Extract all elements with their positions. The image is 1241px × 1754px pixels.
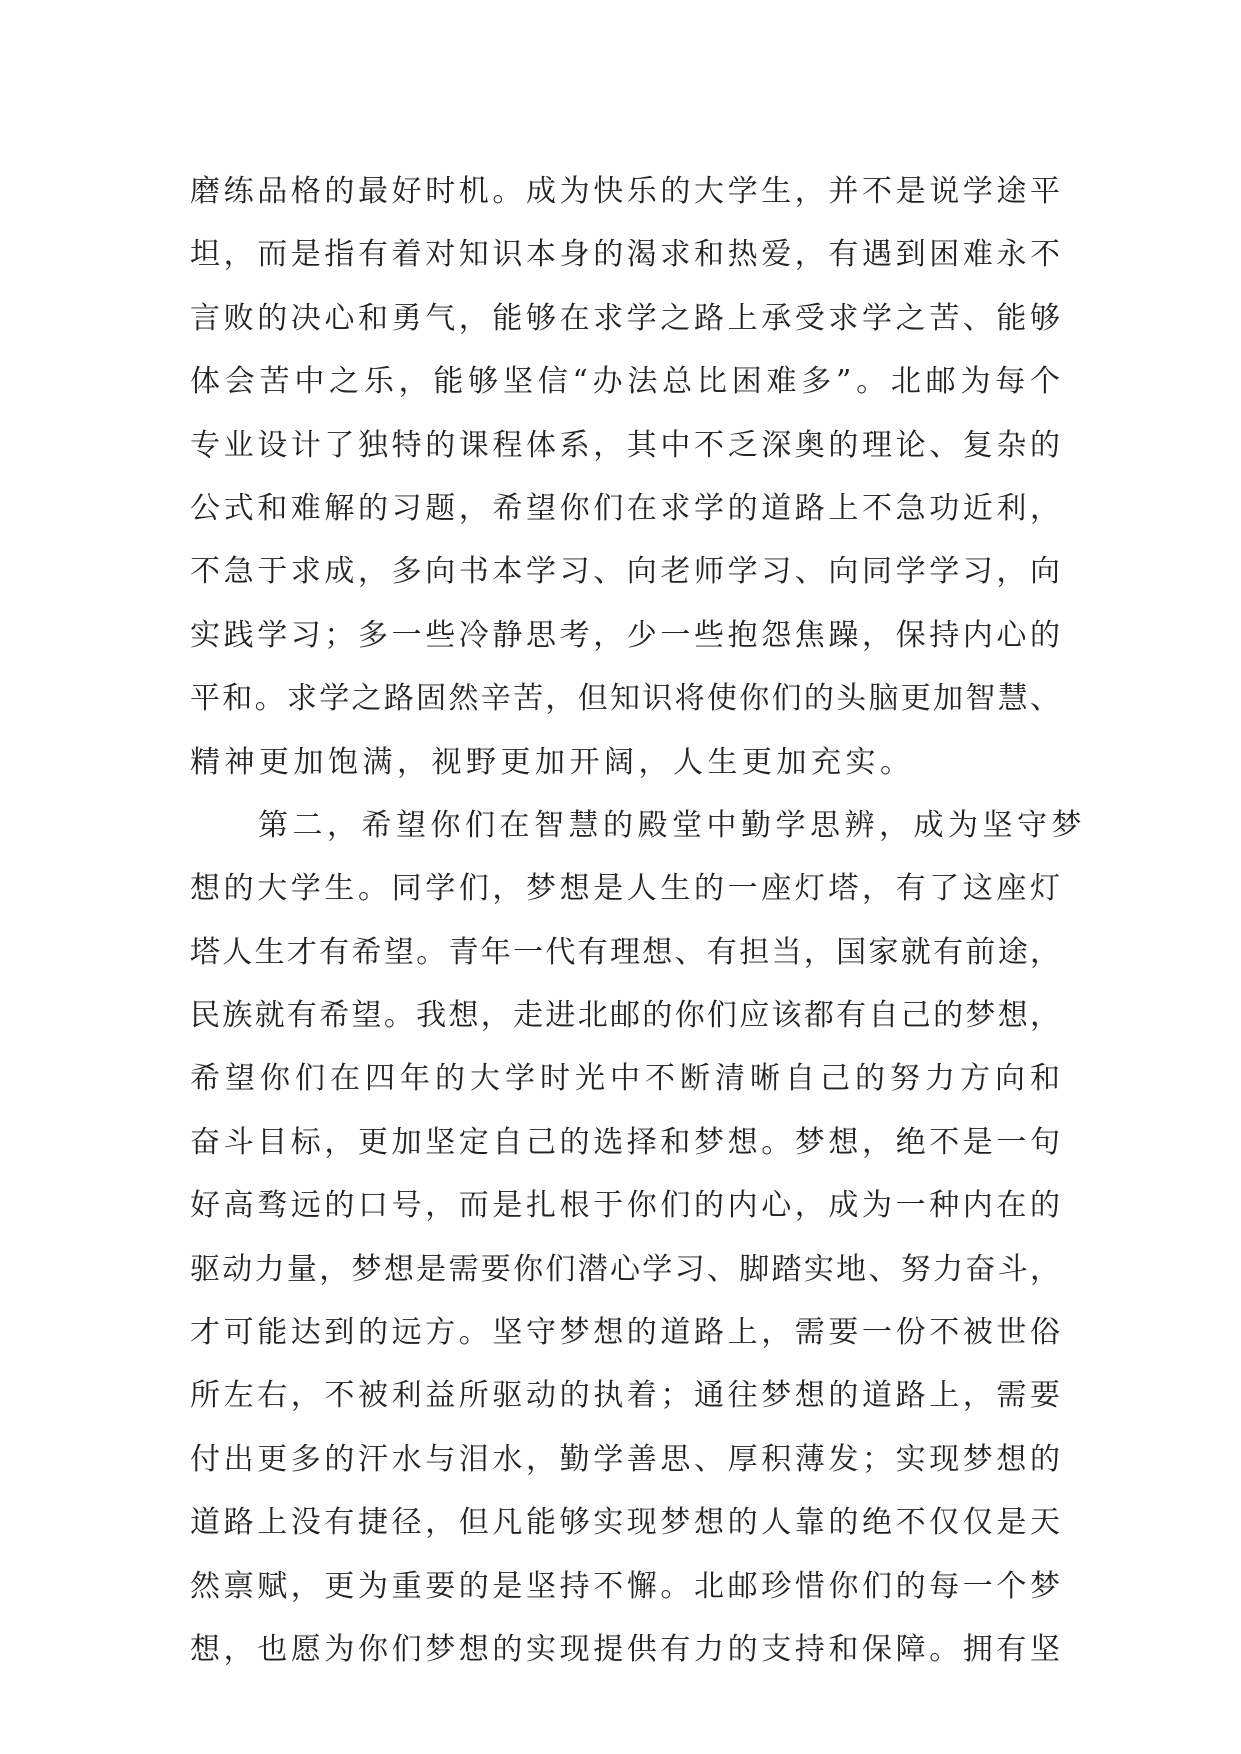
text-line: 公式和难解的习题，希望你们在求学的道路上不急功近利， [190, 490, 1060, 526]
text-line: 希望你们在四年的大学时光中不断清晰自己的努力方向和 [190, 1061, 1060, 1097]
text-line: 民族就有希望。我想，走进北邮的你们应该都有自己的梦想， [190, 998, 1060, 1034]
paragraph-start-line: 第二，希望你们在智慧的殿堂中勤学思辨，成为坚守梦 [258, 807, 1086, 843]
text-line: 想的大学生。同学们，梦想是人生的一座灯塔，有了这座灯 [190, 871, 1060, 907]
text-line: 然禀赋，更为重要的是坚持不懈。北邮珍惜你们的每一个梦 [190, 1568, 1060, 1604]
text-line: 不急于求成，多向书本学习、向老师学习、向同学学习，向 [190, 554, 1060, 590]
text-line: 坦，而是指有着对知识本身的渴求和热爱，有遇到困难永不 [190, 237, 1060, 273]
text-line: 塔人生才有希望。青年一代有理想、有担当，国家就有前途， [190, 934, 1060, 970]
text-line: 体会苦中之乐，能够坚信“办法总比困难多”。北邮为每个 [190, 364, 1060, 400]
text-line: 专业设计了独特的课程体系，其中不乏深奥的理论、复杂的 [190, 427, 1060, 463]
text-line: 平和。求学之路固然辛苦，但知识将使你们的头脑更加智慧、 [190, 681, 1060, 717]
body-text [190, 160, 1086, 1681]
text-line: 所左右，不被利益所驱动的执着；通往梦想的道路上，需要 [190, 1378, 1060, 1414]
text-line: 驱动力量，梦想是需要你们潜心学习、脚踏实地、努力奋斗， [190, 1251, 1060, 1287]
text-line: 实践学习；多一些冷静思考，少一些抱怨焦躁，保持内心的 [190, 617, 1060, 653]
text-line: 言败的决心和勇气，能够在求学之路上承受求学之苦、能够 [190, 300, 1060, 336]
text-line: 奋斗目标，更加坚定自己的选择和梦想。梦想，绝不是一句 [190, 1124, 1060, 1160]
text-line: 好高骛远的口号，而是扎根于你们的内心，成为一种内在的 [190, 1188, 1060, 1224]
text-line: 磨练品格的最好时机。成为快乐的大学生，并不是说学途平 [190, 174, 1060, 209]
paragraph-end-line: 精神更加饱满，视野更加开阔，人生更加充实。 [190, 744, 915, 780]
text-line: 才可能达到的远方。坚守梦想的道路上，需要一份不被世俗 [190, 1315, 1060, 1351]
text-line: 想，也愿为你们梦想的实现提供有力的支持和保障。拥有坚 [190, 1631, 1060, 1667]
text-line: 道路上没有捷径，但凡能够实现梦想的人靠的绝不仅仅是天 [190, 1505, 1060, 1541]
text-line: 付出更多的汗水与泪水，勤学善思、厚积薄发；实现梦想的 [190, 1441, 1060, 1477]
